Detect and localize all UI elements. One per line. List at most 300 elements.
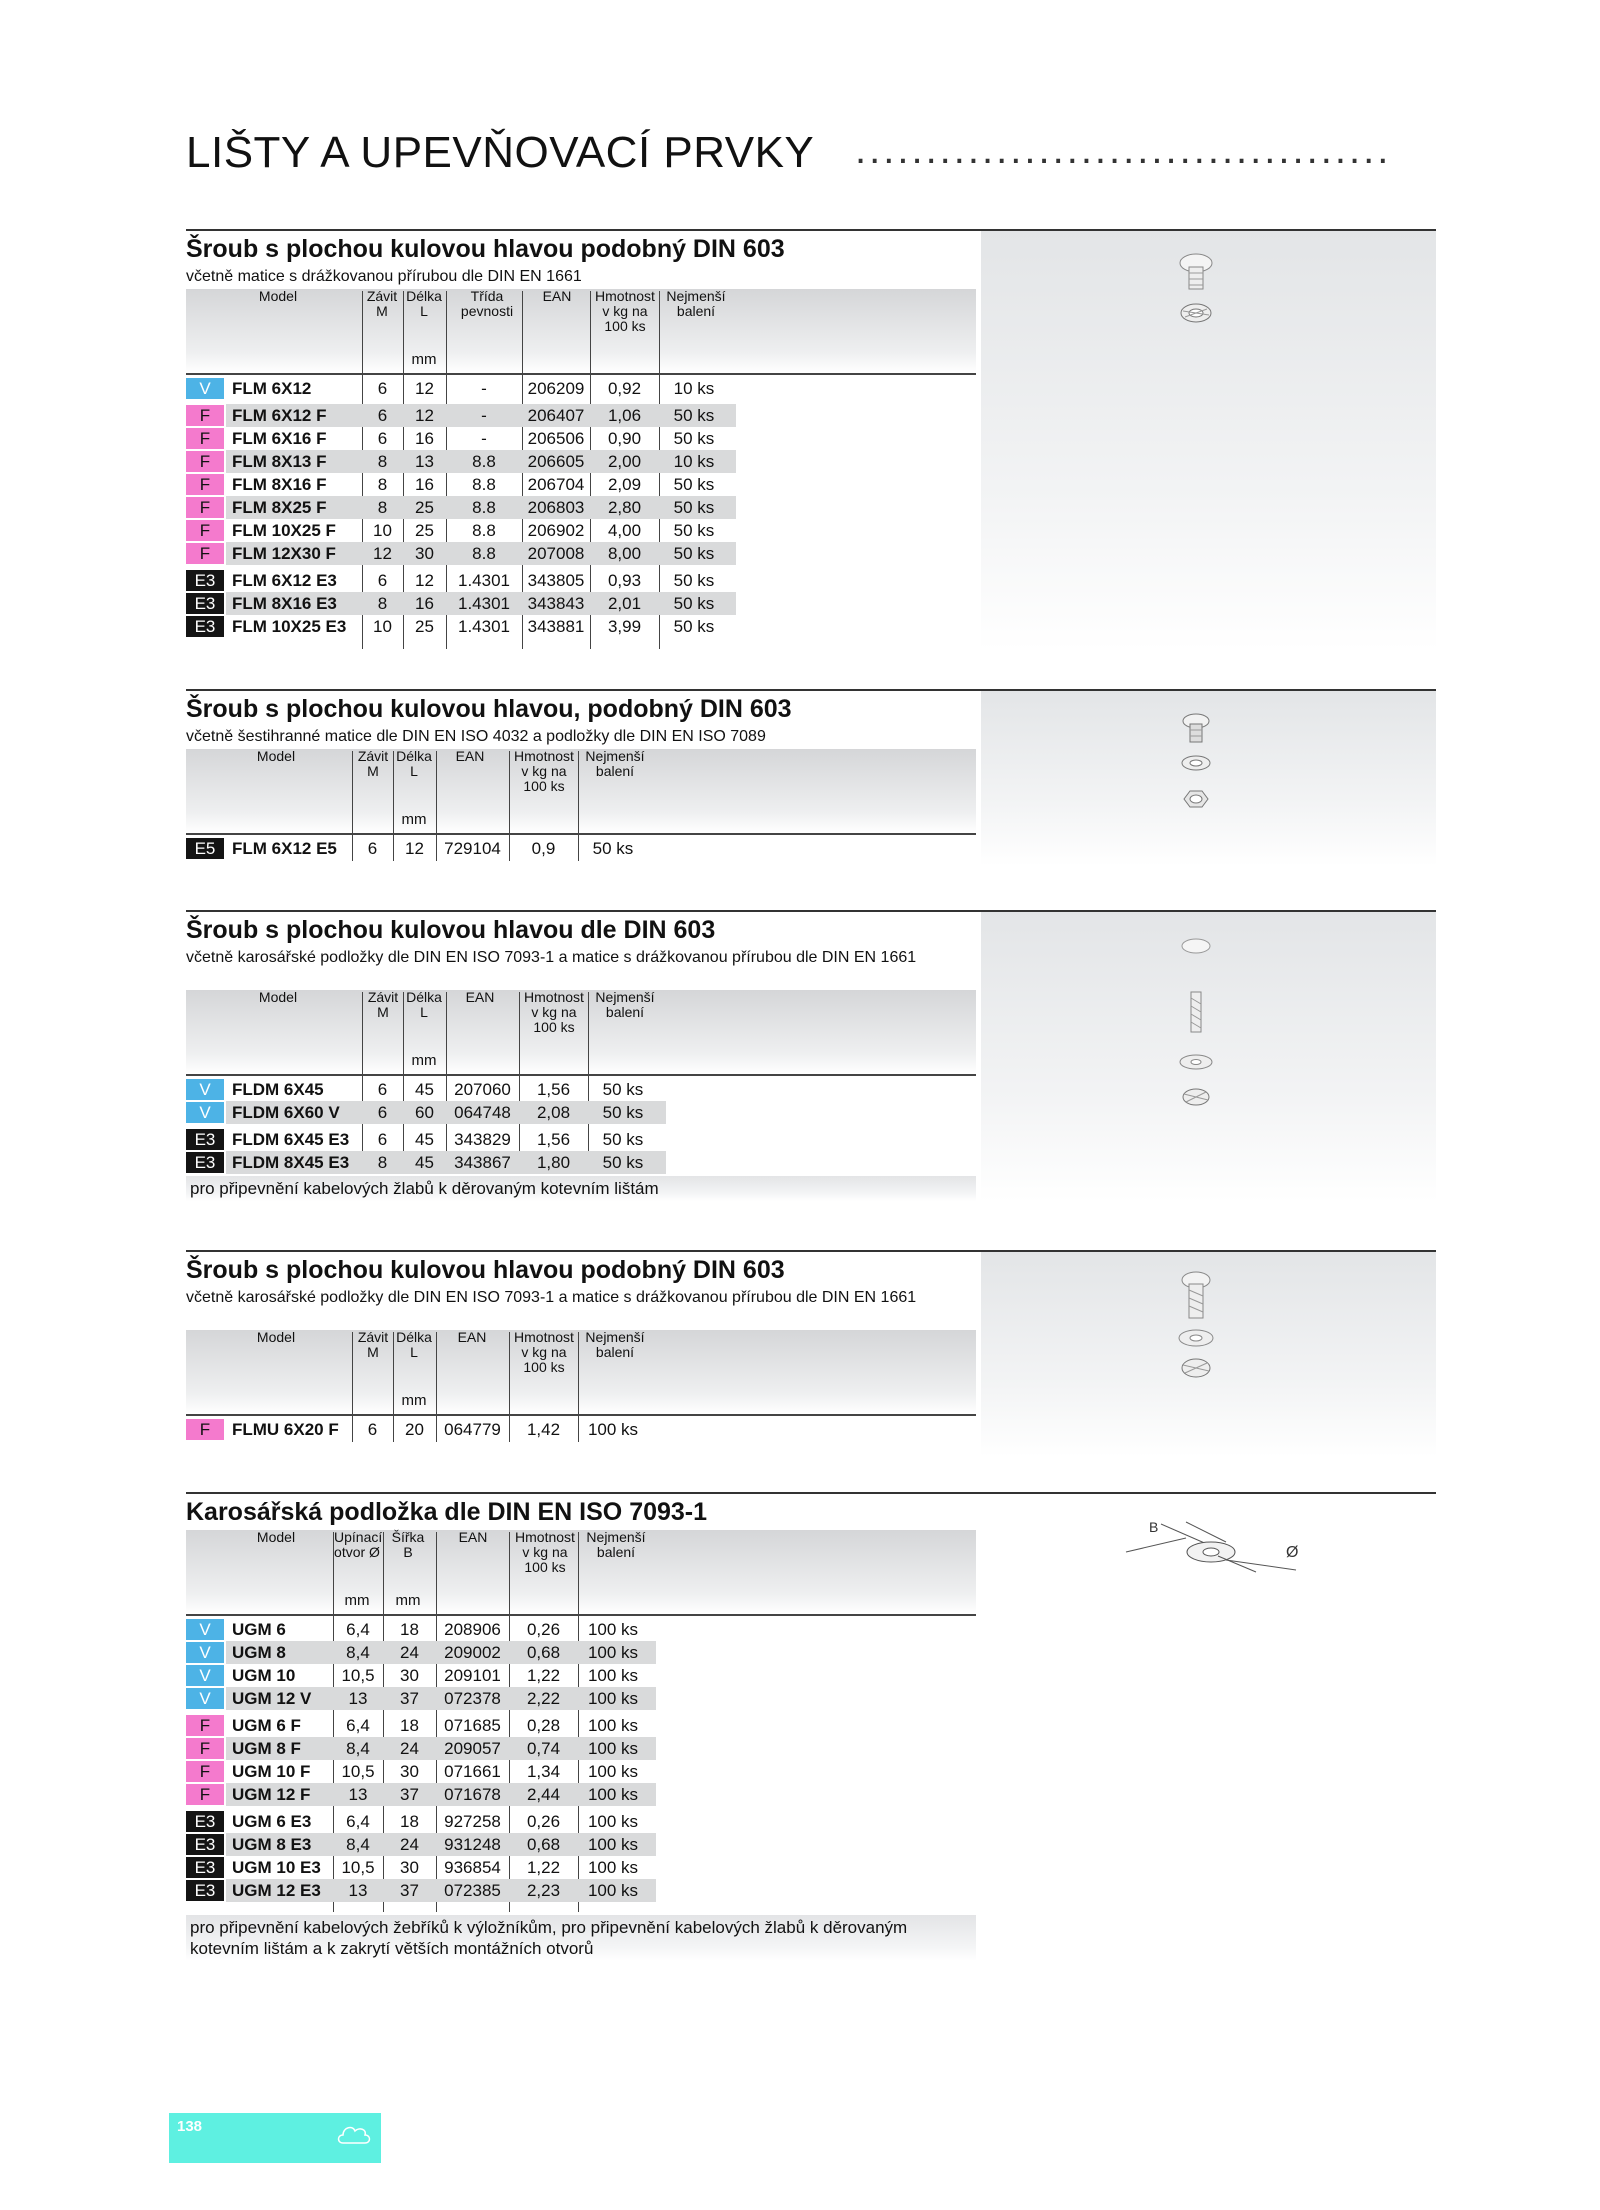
table-row [186,1856,976,1879]
cell-ean: 071685 [444,1716,501,1735]
cell-model: FLM 6X16 F [232,429,327,448]
cell-ean: 072385 [444,1881,501,1900]
table-row [186,1418,976,1441]
cell-pack: 50 ks [673,544,715,563]
cell-ean: 343843 [527,594,585,613]
cell-trida: 8.8 [472,498,496,517]
cell-ean: 206407 [527,406,585,425]
section-title: Šroub s plochou kulovou hlavou dle DIN 603 [186,916,716,944]
product-image-panel [981,231,1436,651]
cell-kg: 2,80 [607,498,642,517]
cell-l: 16 [415,475,434,494]
table-row [186,837,976,860]
cell-kg: 1,80 [536,1153,571,1172]
cell-d: 8,4 [346,1643,370,1662]
col-header-ean: EAN [455,748,485,764]
material-badge: E3 [186,570,224,591]
cell-b: 18 [400,1812,419,1831]
cell-l: 45 [415,1153,434,1172]
cell-model: FLM 8X16 F [232,475,327,494]
table-header [186,990,976,1074]
cell-ean: 209002 [444,1643,501,1662]
cell-d: 6,4 [346,1716,370,1735]
col-header-hole: Upínací otvor Ø [334,1529,383,1560]
col-header-weight: Hmotnost v kg na 100 ks [515,1529,575,1575]
section-ugm [186,1492,1436,1972]
material-badge: E3 [186,1152,224,1173]
cell-trida: 1.4301 [458,571,510,590]
cell-model: UGM 10 F [232,1762,311,1781]
cell-kg: 2,08 [536,1103,571,1122]
material-badge: F [186,1784,224,1805]
bolt-washer-nut-illustration [1171,1270,1221,1385]
cell-model: FLM 6X12 E5 [232,839,337,858]
cell-d: 10,5 [341,1762,375,1781]
cell-ean: 209101 [444,1666,501,1685]
cell-pack: 50 ks [673,429,715,448]
washer-dimension-diagram [1106,1512,1306,1592]
col-header-weight: Hmotnost v kg na 100 ks [514,748,574,794]
bolt-washer-nut-illustration [1171,711,1221,821]
table-row [186,473,976,496]
material-badge: F [186,543,224,564]
cell-kg: 2,00 [607,452,642,471]
cell-l: 25 [415,617,434,636]
material-badge: E5 [186,838,224,859]
material-badge: F [186,451,224,472]
cell-model: FLM 6X12 F [232,406,327,425]
cell-ean: 207008 [527,544,585,563]
unit-label: mm [411,1052,437,1069]
cell-d: 10,5 [341,1666,375,1685]
page-number: 138 [177,2118,203,2135]
cell-pack: 50 ks [673,498,715,517]
col-header-model: Model [258,989,298,1005]
cell-m: 6 [377,1130,388,1149]
section-subtitle: včetně karosářské podložky dle DIN EN ISO 7093-1 a matice s drážkovanou přírubou dle DIN EN 1661 [186,949,917,966]
cell-b: 24 [400,1643,419,1662]
cell-pack: 50 ks [602,1103,644,1122]
col-header-pack: Nejmenší balení [585,1329,645,1360]
section-flmu [186,1250,1436,1460]
unit-label: mm [411,351,437,368]
page-number-tab [169,2113,381,2163]
col-header-model: Model [258,288,298,304]
cell-trida: 1.4301 [458,617,510,636]
cell-b: 37 [400,1785,419,1804]
col-header-length: Délka L [406,989,442,1020]
page-title: LIŠTY A UPEVŇOVACÍ PRVKY [186,128,815,177]
table-row [186,1737,976,1760]
cell-m: 8 [377,498,388,517]
cell-kg: 0,74 [526,1739,561,1758]
material-badge: E3 [186,1129,224,1150]
cell-model: FLM 8X13 F [232,452,327,471]
material-badge: E3 [186,593,224,614]
cell-trida: 8.8 [472,475,496,494]
material-badge: V [186,1642,224,1663]
cell-pack: 50 ks [592,839,634,858]
cell-ean: 343829 [454,1130,511,1149]
cell-l: 16 [415,429,434,448]
material-badge: V [186,1079,224,1100]
unit-label: mm [401,1392,427,1409]
table-row [186,1128,976,1151]
section-flm-e5 [186,689,1436,869]
cell-d: 6,4 [346,1812,370,1831]
cell-kg: 0,92 [607,379,642,398]
table-row [186,519,976,542]
cell-kg: 2,09 [607,475,642,494]
cell-trida: - [481,379,487,398]
cell-m: 6 [377,379,388,398]
material-badge: F [186,1419,224,1440]
cell-model: UGM 8 E3 [232,1835,312,1854]
col-header-weight: Hmotnost v kg na 100 ks [514,1329,574,1375]
cell-ean: 729104 [444,839,501,858]
dimension-label-b: B [1149,1519,1159,1535]
unit-label: mm [395,1592,421,1609]
material-badge: V [186,1102,224,1123]
cell-kg: 1,34 [526,1762,561,1781]
cell-kg: 8,00 [607,544,642,563]
cell-ean: 936854 [444,1858,501,1877]
cell-m: 6 [377,1080,388,1099]
material-badge: E3 [186,1880,224,1901]
cell-pack: 100 ks [587,1881,639,1900]
cell-model: UGM 12 V [232,1689,312,1708]
table-row [186,1760,976,1783]
cell-pack: 100 ks [587,1785,639,1804]
cell-b: 24 [400,1739,419,1758]
cell-l: 45 [415,1130,434,1149]
unit-label: mm [401,811,427,828]
cell-ean: 343805 [527,571,585,590]
material-badge: F [186,474,224,495]
section-fldm [186,910,1436,1210]
cell-kg: 0,9 [531,839,556,858]
table-row [186,615,976,638]
cell-m: 8 [377,1153,388,1172]
cell-model: UGM 6 E3 [232,1812,312,1831]
col-header-pack: Nejmenší balení [586,1529,646,1560]
cell-trida: 8.8 [472,544,496,563]
cell-ean: 206704 [527,475,585,494]
table-row [186,404,976,427]
cell-pack: 100 ks [587,1420,639,1439]
section-subtitle: včetně karosářské podložky dle DIN EN ISO 7093-1 a matice s drážkovanou přírubou dle DIN EN 1661 [186,1289,917,1306]
table-row [186,377,976,400]
col-header-pack: Nejmenší balení [666,288,726,319]
cell-ean: 206209 [527,379,585,398]
col-header-thread: Závit M [357,1329,389,1360]
table-row [186,1810,976,1833]
material-badge: F [186,497,224,518]
product-image-panel [981,1252,1436,1457]
col-header-weight: Hmotnost v kg na 100 ks [595,288,655,334]
cell-m: 8 [377,594,388,613]
cell-ean: 206803 [527,498,585,517]
material-badge: E3 [186,1834,224,1855]
material-badge: V [186,378,224,399]
cell-kg: 1,42 [526,1420,561,1439]
section-title: Šroub s plochou kulovou hlavou podobný DIN 603 [186,235,785,263]
cell-pack: 10 ks [673,379,715,398]
col-header-model: Model [256,1329,296,1345]
header-rule [186,1074,976,1076]
cell-kg: 2,23 [526,1881,561,1900]
table-row [186,569,976,592]
table-row [186,1664,976,1687]
cell-d: 8,4 [346,1835,370,1854]
cell-l: 60 [415,1103,434,1122]
table-header [186,289,976,373]
material-badge: V [186,1688,224,1709]
cell-pack: 50 ks [673,594,715,613]
cell-model: FLDM 8X45 E3 [232,1153,350,1172]
cell-pack: 50 ks [602,1130,644,1149]
header-rule [186,1414,976,1416]
cell-l: 12 [415,406,434,425]
cell-ean: 064779 [444,1420,501,1439]
cell-ean: 071661 [444,1762,501,1781]
cell-kg: 2,01 [607,594,642,613]
col-header-thread: Závit M [366,288,398,319]
cell-d: 10,5 [341,1858,375,1877]
unit-label: mm [344,1592,370,1609]
cell-m: 6 [377,406,388,425]
col-header-thread: Závit M [367,989,399,1020]
table-row [186,1833,976,1856]
cell-m: 6 [377,1103,388,1122]
cell-ean: 931248 [444,1835,501,1854]
table-row [186,1879,976,1902]
cell-ean: 064748 [454,1103,511,1122]
cell-kg: 2,44 [526,1785,561,1804]
cell-ean: 209057 [444,1739,501,1758]
header-rule [186,1614,976,1616]
cell-pack: 100 ks [587,1835,639,1854]
cell-kg: 0,26 [526,1812,561,1831]
cell-pack: 100 ks [587,1643,639,1662]
cell-b: 37 [400,1689,419,1708]
cell-d: 6,4 [346,1620,370,1639]
cell-model: FLDM 6X45 [232,1080,324,1099]
section-flm [186,229,1436,654]
cell-m: 6 [377,571,388,590]
table-row [186,1151,976,1174]
cell-model: FLMU 6X20 F [232,1420,339,1439]
cell-pack: 100 ks [587,1762,639,1781]
section-subtitle: včetně matice s drážkovanou přírubou dle DIN EN 1661 [186,268,582,285]
col-header-pack: Nejmenší balení [585,748,645,779]
cell-pack: 50 ks [673,475,715,494]
cell-kg: 0,93 [607,571,642,590]
header-rule [186,833,976,835]
cell-m: 6 [367,1420,378,1439]
cell-model: UGM 6 [232,1620,286,1639]
table-header [186,749,976,833]
col-header-weight: Hmotnost v kg na 100 ks [524,989,584,1035]
material-badge: E3 [186,1811,224,1832]
cell-kg: 0,28 [526,1716,561,1735]
cell-model: UGM 10 E3 [232,1858,321,1877]
col-header-ean: EAN [465,989,495,1005]
cell-pack: 100 ks [587,1689,639,1708]
cell-b: 24 [400,1835,419,1854]
cell-pack: 50 ks [673,406,715,425]
table-header [186,1330,976,1414]
cell-kg: 3,99 [607,617,642,636]
material-badge: F [186,520,224,541]
cell-ean: 206506 [527,429,585,448]
col-header-length: Délka L [396,748,432,779]
table-row [186,427,976,450]
col-header-length: Délka L [396,1329,432,1360]
material-badge: F [186,1715,224,1736]
section-subtitle: včetně šestihranné matice dle DIN EN ISO 4032 a podložky dle DIN EN ISO 7089 [186,728,766,745]
cell-b: 37 [400,1881,419,1900]
cell-kg: 1,22 [526,1666,561,1685]
cell-b: 18 [400,1716,419,1735]
cell-l: 12 [415,571,434,590]
col-header-width: Šířka B [391,1529,425,1560]
product-image-panel [981,691,1436,866]
cell-ean: 343881 [527,617,585,636]
long-bolt-illustration [1171,932,1221,1132]
section-title: Karosářská podložka dle DIN EN ISO 7093-1 [186,1498,708,1526]
cell-pack: 100 ks [587,1812,639,1831]
table-row [186,592,976,615]
cell-pack: 100 ks [587,1620,639,1639]
cell-pack: 100 ks [587,1739,639,1758]
cell-model: FLM 8X16 E3 [232,594,337,613]
cell-model: UGM 8 F [232,1739,301,1758]
cell-d: 13 [348,1785,368,1804]
cell-m: 10 [373,617,392,636]
cell-l: 30 [415,544,434,563]
cell-pack: 100 ks [587,1666,639,1685]
cell-pack: 100 ks [587,1858,639,1877]
table-row [186,1783,976,1806]
cell-trida: 1.4301 [458,594,510,613]
cell-d: 8,4 [346,1739,370,1758]
usage-note: pro připevnění kabelových žlabů k děrovaným kotevním lištám [186,1176,976,1201]
col-header-model: Model [256,748,296,764]
cell-kg: 2,22 [526,1689,561,1708]
table-row [186,1618,976,1641]
col-header-length: Délka L [406,288,442,319]
section-title: Šroub s plochou kulovou hlavou podobný DIN 603 [186,1256,785,1284]
cell-pack: 10 ks [673,452,715,471]
cell-trida: 8.8 [472,452,496,471]
dimension-label-diameter: Ø [1286,1544,1299,1561]
cell-d: 13 [348,1881,368,1900]
cell-ean: 208906 [444,1620,501,1639]
cell-m: 8 [377,475,388,494]
section-title: Šroub s plochou kulovou hlavou, podobný DIN 603 [186,695,792,723]
table-row [186,1687,976,1710]
table-row [186,450,976,473]
cell-ean: 071678 [444,1785,501,1804]
cell-d: 13 [348,1689,368,1708]
cell-model: UGM 8 [232,1643,286,1662]
cell-b: 30 [400,1858,419,1877]
cell-model: FLM 6X12 [232,379,312,398]
section-rule [186,1492,1436,1494]
cell-m: 10 [373,521,392,540]
material-badge: F [186,1738,224,1759]
col-header-thread: Závit M [357,748,389,779]
col-header-ean: EAN [457,1329,487,1345]
cell-model: FLM 8X25 F [232,498,327,517]
cell-b: 30 [400,1666,419,1685]
material-badge: V [186,1665,224,1686]
col-header-class: Třída pevnosti [460,288,514,319]
cell-l: 16 [415,594,434,613]
material-badge: F [186,428,224,449]
cell-kg: 1,56 [536,1130,571,1149]
cell-l: 13 [415,452,434,471]
cell-ean: 927258 [444,1812,501,1831]
table-row [186,496,976,519]
material-badge: E3 [186,616,224,637]
cell-l: 12 [415,379,434,398]
col-header-ean: EAN [458,1529,488,1545]
cell-l: 45 [415,1080,434,1099]
cell-model: UGM 10 [232,1666,296,1685]
cell-model: FLM 10X25 F [232,521,336,540]
cell-model: FLM 10X25 E3 [232,617,347,636]
bolt-illustration [1171,251,1221,341]
cell-ean: 206902 [527,521,585,540]
cell-model: FLDM 6X45 E3 [232,1130,350,1149]
cell-kg: 1,22 [526,1858,561,1877]
cell-model: UGM 12 F [232,1785,311,1804]
cell-l: 25 [415,498,434,517]
header-rule [186,373,976,375]
cell-kg: 4,00 [607,521,642,540]
cell-pack: 50 ks [602,1153,644,1172]
title-dot-leader: ...................................... [855,128,1392,172]
cell-model: UGM 12 E3 [232,1881,321,1900]
cell-l: 20 [405,1420,424,1439]
col-header-ean: EAN [542,288,572,304]
col-header-model: Model [256,1529,296,1545]
material-badge: E3 [186,1857,224,1878]
table-row [186,1714,976,1737]
cell-b: 30 [400,1762,419,1781]
cell-trida: 8.8 [472,521,496,540]
material-badge: F [186,1761,224,1782]
cell-m: 6 [367,839,378,858]
cell-pack: 50 ks [602,1080,644,1099]
cell-model: UGM 6 F [232,1716,301,1735]
usage-note: pro připevnění kabelových žebříků k výložníkům, pro připevnění kabelových žlabů k děrovaným kotevním lištám a k zakrytí větších montážních otvorů [186,1915,976,1961]
cell-ean: 343867 [454,1153,511,1172]
cell-pack: 50 ks [673,571,715,590]
table-header [186,1530,976,1614]
material-badge: V [186,1619,224,1640]
table-row [186,1078,976,1101]
cell-kg: 0,68 [526,1643,561,1662]
cell-kg: 0,68 [526,1835,561,1854]
cell-kg: 1,56 [536,1080,571,1099]
cell-model: FLM 6X12 E3 [232,571,337,590]
cell-b: 18 [400,1620,419,1639]
table-row [186,1101,976,1124]
table-row [186,542,976,565]
